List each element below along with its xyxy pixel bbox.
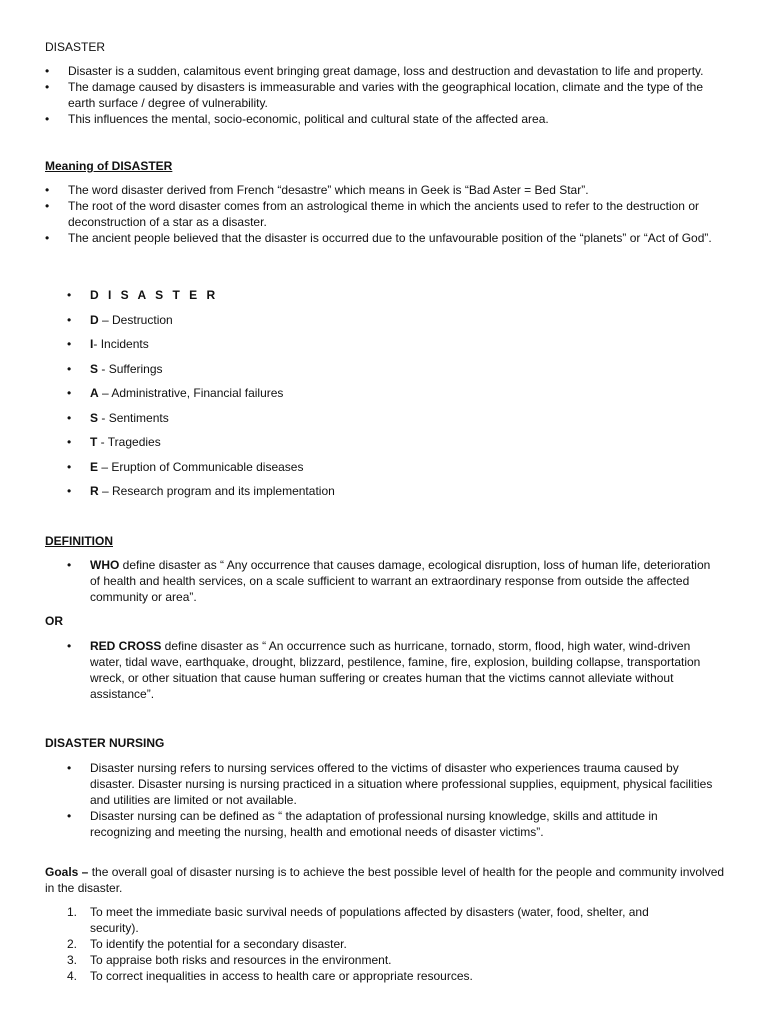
nursing-list	[67, 760, 717, 840]
list-item: • S - Sufferings	[67, 361, 717, 377]
nursing-heading: DISASTER NURSING	[45, 736, 165, 750]
list-item: • A – Administrative, Financial failures	[67, 385, 717, 401]
list-item: • S - Sentiments	[67, 410, 717, 426]
meaning-heading: Meaning of DISASTER	[45, 159, 173, 173]
list-item: 2. To identify the potential for a secondary disaster.	[67, 937, 347, 951]
redcross-definition	[67, 638, 717, 702]
goals-list	[45, 904, 695, 984]
list-item: 3. To appraise both risks and resources in the environment.	[67, 953, 392, 967]
list-item: • I- Incidents	[67, 336, 717, 352]
list-item: • WHO define disaster as “ Any occurrence that causes damage, ecological disruption, loss of human life, deterioration of health and health services, on a scale sufficient to warrant an extraordinary response from outside the affected community or area”.	[67, 557, 717, 605]
or-label: OR	[45, 614, 63, 628]
acronym-word: • D I S A S T E R	[67, 287, 717, 303]
definition-heading: DEFINITION	[45, 534, 113, 548]
doc-title: DISASTER	[45, 40, 106, 54]
list-item: • The damage caused by disasters is immeasurable and varies with the geographical location, climate and the type of the earth surface / degree of vulnerability.	[45, 79, 725, 111]
list-item: • D – Destruction	[67, 312, 717, 328]
list-item: • E – Eruption of Communicable diseases	[67, 459, 717, 475]
list-item: 1. To meet the immediate basic survival needs of populations affected by disasters (water, food, shelter, and security).	[67, 905, 649, 935]
list-item: • Disaster is a sudden, calamitous event bringing great damage, loss and destruction and devastation to life and property.	[45, 63, 725, 79]
goals-paragraph: Goals – the overall goal of disaster nursing is to achieve the best possible level of health for the people and community involved in the disaster.	[45, 865, 725, 895]
who-definition	[67, 557, 717, 605]
list-item: • Disaster nursing can be defined as “ the adaptation of professional nursing knowledge, skills and attitude in recognizing and meeting the nursing, health and emotional needs of disaster victims”.	[67, 808, 717, 840]
list-item: • The ancient people believed that the disaster is occurred due to the unfavourable position of the “planets” or “Act of God”.	[45, 230, 725, 246]
acronym-list	[67, 287, 717, 508]
list-item: • R – Research program and its implementation	[67, 483, 717, 499]
list-item: • This influences the mental, socio-economic, political and cultural state of the affected area.	[45, 111, 725, 127]
intro-list	[45, 63, 725, 127]
list-item: • Disaster nursing refers to nursing services offered to the victims of disaster who experiences trauma caused by disaster. Disaster nursing is nursing practiced in a situation where professional supplies, equipment, physical facilities and utilities are limited or not available.	[67, 760, 717, 808]
meaning-list	[45, 182, 725, 246]
list-item: • The root of the word disaster comes from an astrological theme in which the ancients used to refer to the destruction or deconstruction of a star as a disaster.	[45, 198, 725, 230]
list-item: • T - Tragedies	[67, 434, 717, 450]
list-item: • The word disaster derived from French “desastre” which means in Geek is “Bad Aster = Bed Star”.	[45, 182, 725, 198]
list-item: • RED CROSS define disaster as “ An occurrence such as hurricane, tornado, storm, flood, high water, wind-driven water, tidal wave, earthquake, drought, blizzard, pestilence, famine, fire, explosion, building collapse, transportation wreck, or other situation that cause human suffering or creates human that the victims cannot alleviate without assistance”.	[67, 638, 717, 702]
list-item: 4. To correct inequalities in access to health care or appropriate resources.	[67, 969, 473, 983]
